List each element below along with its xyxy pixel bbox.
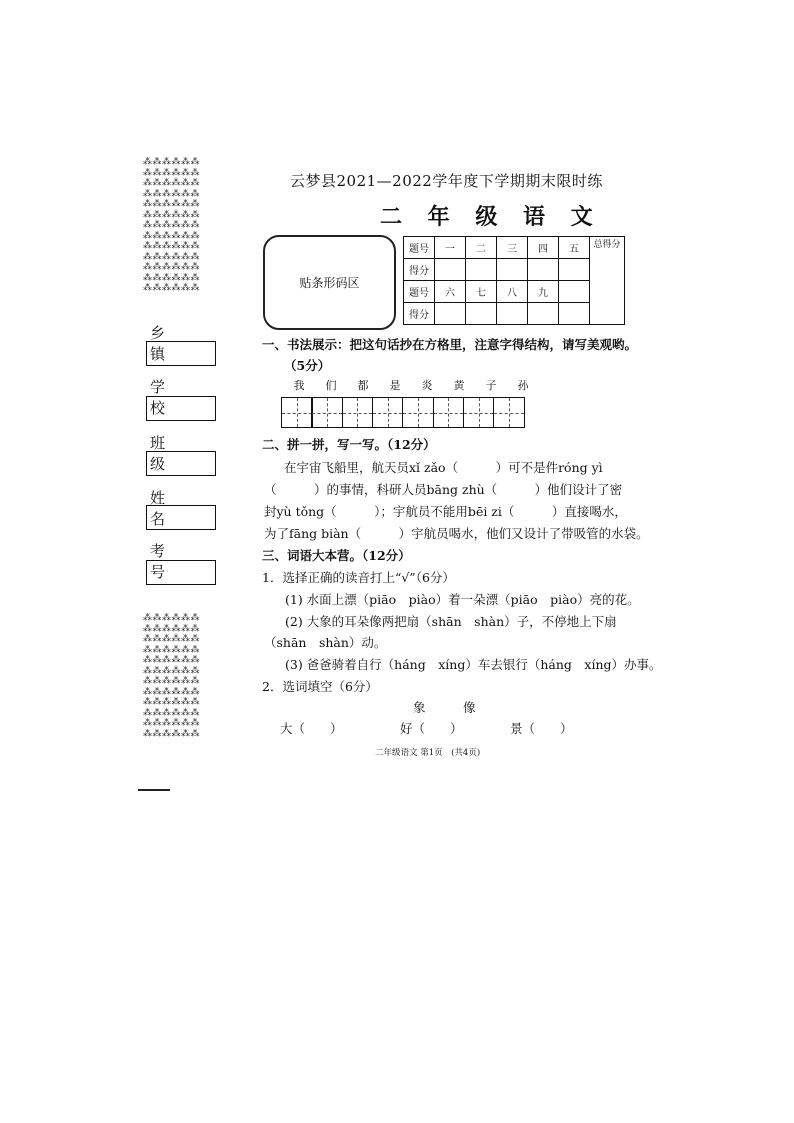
writing-grid[interactable] [281, 397, 524, 428]
class-field[interactable] [146, 451, 216, 476]
section3-item: (2) 大象的耳朵像两把扇（shān shàn）子，不停地上下扇 [285, 614, 617, 629]
section3-sub2: 2．选词填空（6分） [262, 679, 378, 694]
score-cell[interactable] [559, 259, 590, 281]
writing-cell[interactable] [281, 397, 313, 428]
township-field[interactable] [146, 341, 216, 366]
calligraphy-char: 们 [325, 379, 337, 392]
score-table-label: 得分 [404, 303, 435, 325]
score-cell[interactable] [559, 281, 590, 303]
field-label-class: 班 级 [150, 434, 184, 473]
score-cell[interactable] [435, 259, 466, 281]
score-cell[interactable] [497, 259, 528, 281]
section2-line: 在宇宙飞船里，航天员xǐ zǎo（ ）可不是件róng yì [284, 460, 603, 475]
total-score-cell[interactable]: 总得分 [590, 237, 625, 325]
score-table-header: 三 [497, 237, 528, 259]
calligraphy-char: 黄 [453, 379, 465, 392]
subject-title: 二 年 级 语 文 [380, 204, 602, 230]
writing-cell[interactable] [342, 397, 374, 428]
writing-cell[interactable] [311, 397, 343, 428]
calligraphy-char: 子 [485, 379, 497, 392]
field-label-township: 乡 镇 [150, 324, 184, 363]
score-table-header: 六 [435, 281, 466, 303]
field-label-exam-number: 考 号 [150, 542, 184, 581]
calligraphy-char: 都 [357, 379, 369, 392]
fill-blank[interactable]: 好（ ） [400, 721, 463, 736]
side-pattern-top: ⁂⁂⁂⁂⁂⁂ ⁂⁂⁂⁂⁂⁂ ⁂⁂⁂⁂⁂⁂ ⁂⁂⁂⁂⁂⁂ ⁂⁂⁂⁂⁂⁂ ⁂⁂⁂⁂⁂⁂ ⁂⁂⁂⁂⁂⁂ ⁂⁂⁂⁂⁂⁂ ⁂⁂⁂⁂⁂⁂ ⁂⁂⁂⁂⁂⁂ ⁂⁂⁂⁂⁂⁂ ⁂⁂⁂⁂⁂⁂ ⁂⁂⁂⁂⁂⁂ [143, 157, 200, 293]
score-table-header: 题号 [404, 281, 435, 303]
fill-blank[interactable]: 大（ ） [280, 721, 343, 736]
score-cell[interactable] [466, 303, 497, 325]
score-table-header: 题号 [404, 237, 435, 259]
score-table-header: 一 [435, 237, 466, 259]
section3-item: (3) 爸爸骑着自行（háng xíng）车去银行（háng xíng）办事。 [285, 657, 662, 672]
exam-number-field[interactable] [146, 560, 216, 585]
score-table [403, 236, 625, 325]
barcode-label: 贴条形码区 [299, 276, 360, 290]
exam-title: 云梦县2021—2022学年度下学期期末限时练 [290, 172, 603, 190]
scan-mark [138, 789, 170, 791]
school-field[interactable] [146, 396, 216, 421]
calligraphy-char: 我 [293, 379, 305, 392]
score-cell[interactable] [466, 259, 497, 281]
calligraphy-char: 孙 [517, 379, 529, 392]
field-label-school: 学 校 [150, 378, 184, 417]
score-table-header: 五 [559, 237, 590, 259]
section1-score: （5分） [284, 358, 331, 373]
writing-cell[interactable] [493, 397, 525, 428]
score-table-header: 二 [466, 237, 497, 259]
section3-item: （shān shàn）动。 [264, 635, 387, 650]
score-cell[interactable] [497, 303, 528, 325]
score-table-header: 四 [528, 237, 559, 259]
score-cell[interactable] [528, 259, 559, 281]
name-field[interactable] [146, 505, 216, 530]
section3-sub1: 1．选择正确的读音打上“√”（6分） [262, 570, 455, 585]
barcode-area [263, 235, 396, 330]
writing-cell[interactable] [433, 397, 465, 428]
page-footer: 二年级语文 第1页 (共4页) [375, 748, 481, 758]
writing-cell[interactable] [402, 397, 434, 428]
section2-line: （ ）的事情，科研人员bāng zhù（ ）他们设计了密 [264, 482, 623, 497]
calligraphy-char: 是 [389, 379, 401, 392]
score-table-header: 九 [528, 281, 559, 303]
score-table-header: 七 [466, 281, 497, 303]
writing-cell[interactable] [463, 397, 495, 428]
score-cell[interactable] [528, 303, 559, 325]
score-cell[interactable] [435, 303, 466, 325]
writing-cell[interactable] [372, 397, 404, 428]
score-cell[interactable] [559, 303, 590, 325]
score-table-header: 八 [497, 281, 528, 303]
calligraphy-chars [283, 377, 539, 393]
fill-blank[interactable]: 景（ ） [510, 721, 573, 736]
section3-item: (1) 水面上漂（piāo piào）着一朵漂（piāo piào）亮的花。 [285, 592, 640, 607]
section2-heading: 二、拼一拼，写一写。（12分） [262, 437, 436, 452]
side-pattern-bottom: ⁂⁂⁂⁂⁂⁂ ⁂⁂⁂⁂⁂⁂ ⁂⁂⁂⁂⁂⁂ ⁂⁂⁂⁂⁂⁂ ⁂⁂⁂⁂⁂⁂ ⁂⁂⁂⁂⁂⁂ ⁂⁂⁂⁂⁂⁂ ⁂⁂⁂⁂⁂⁂ ⁂⁂⁂⁂⁂⁂ ⁂⁂⁂⁂⁂⁂ ⁂⁂⁂⁂⁂⁂ ⁂⁂⁂⁂⁂⁂ [143, 613, 200, 739]
calligraphy-char: 炎 [421, 379, 433, 392]
field-label-name: 姓 名 [150, 489, 184, 528]
section1-heading: 一、书法展示：把这句话抄在方格里，注意字得结构，请写美观哟。 [262, 337, 638, 352]
score-table-label: 得分 [404, 259, 435, 281]
section2-line: 封yù tǒng（ ）；宇航员不能用bēi zi（ ）直接喝水， [264, 504, 627, 519]
section2-line: 为了fāng biàn（ ）宇航员喝水，他们又设计了带吸管的水袋。 [264, 526, 649, 541]
word-options: 象 像 [413, 700, 476, 715]
section3-heading: 三、词语大本营。（12分） [262, 548, 411, 563]
